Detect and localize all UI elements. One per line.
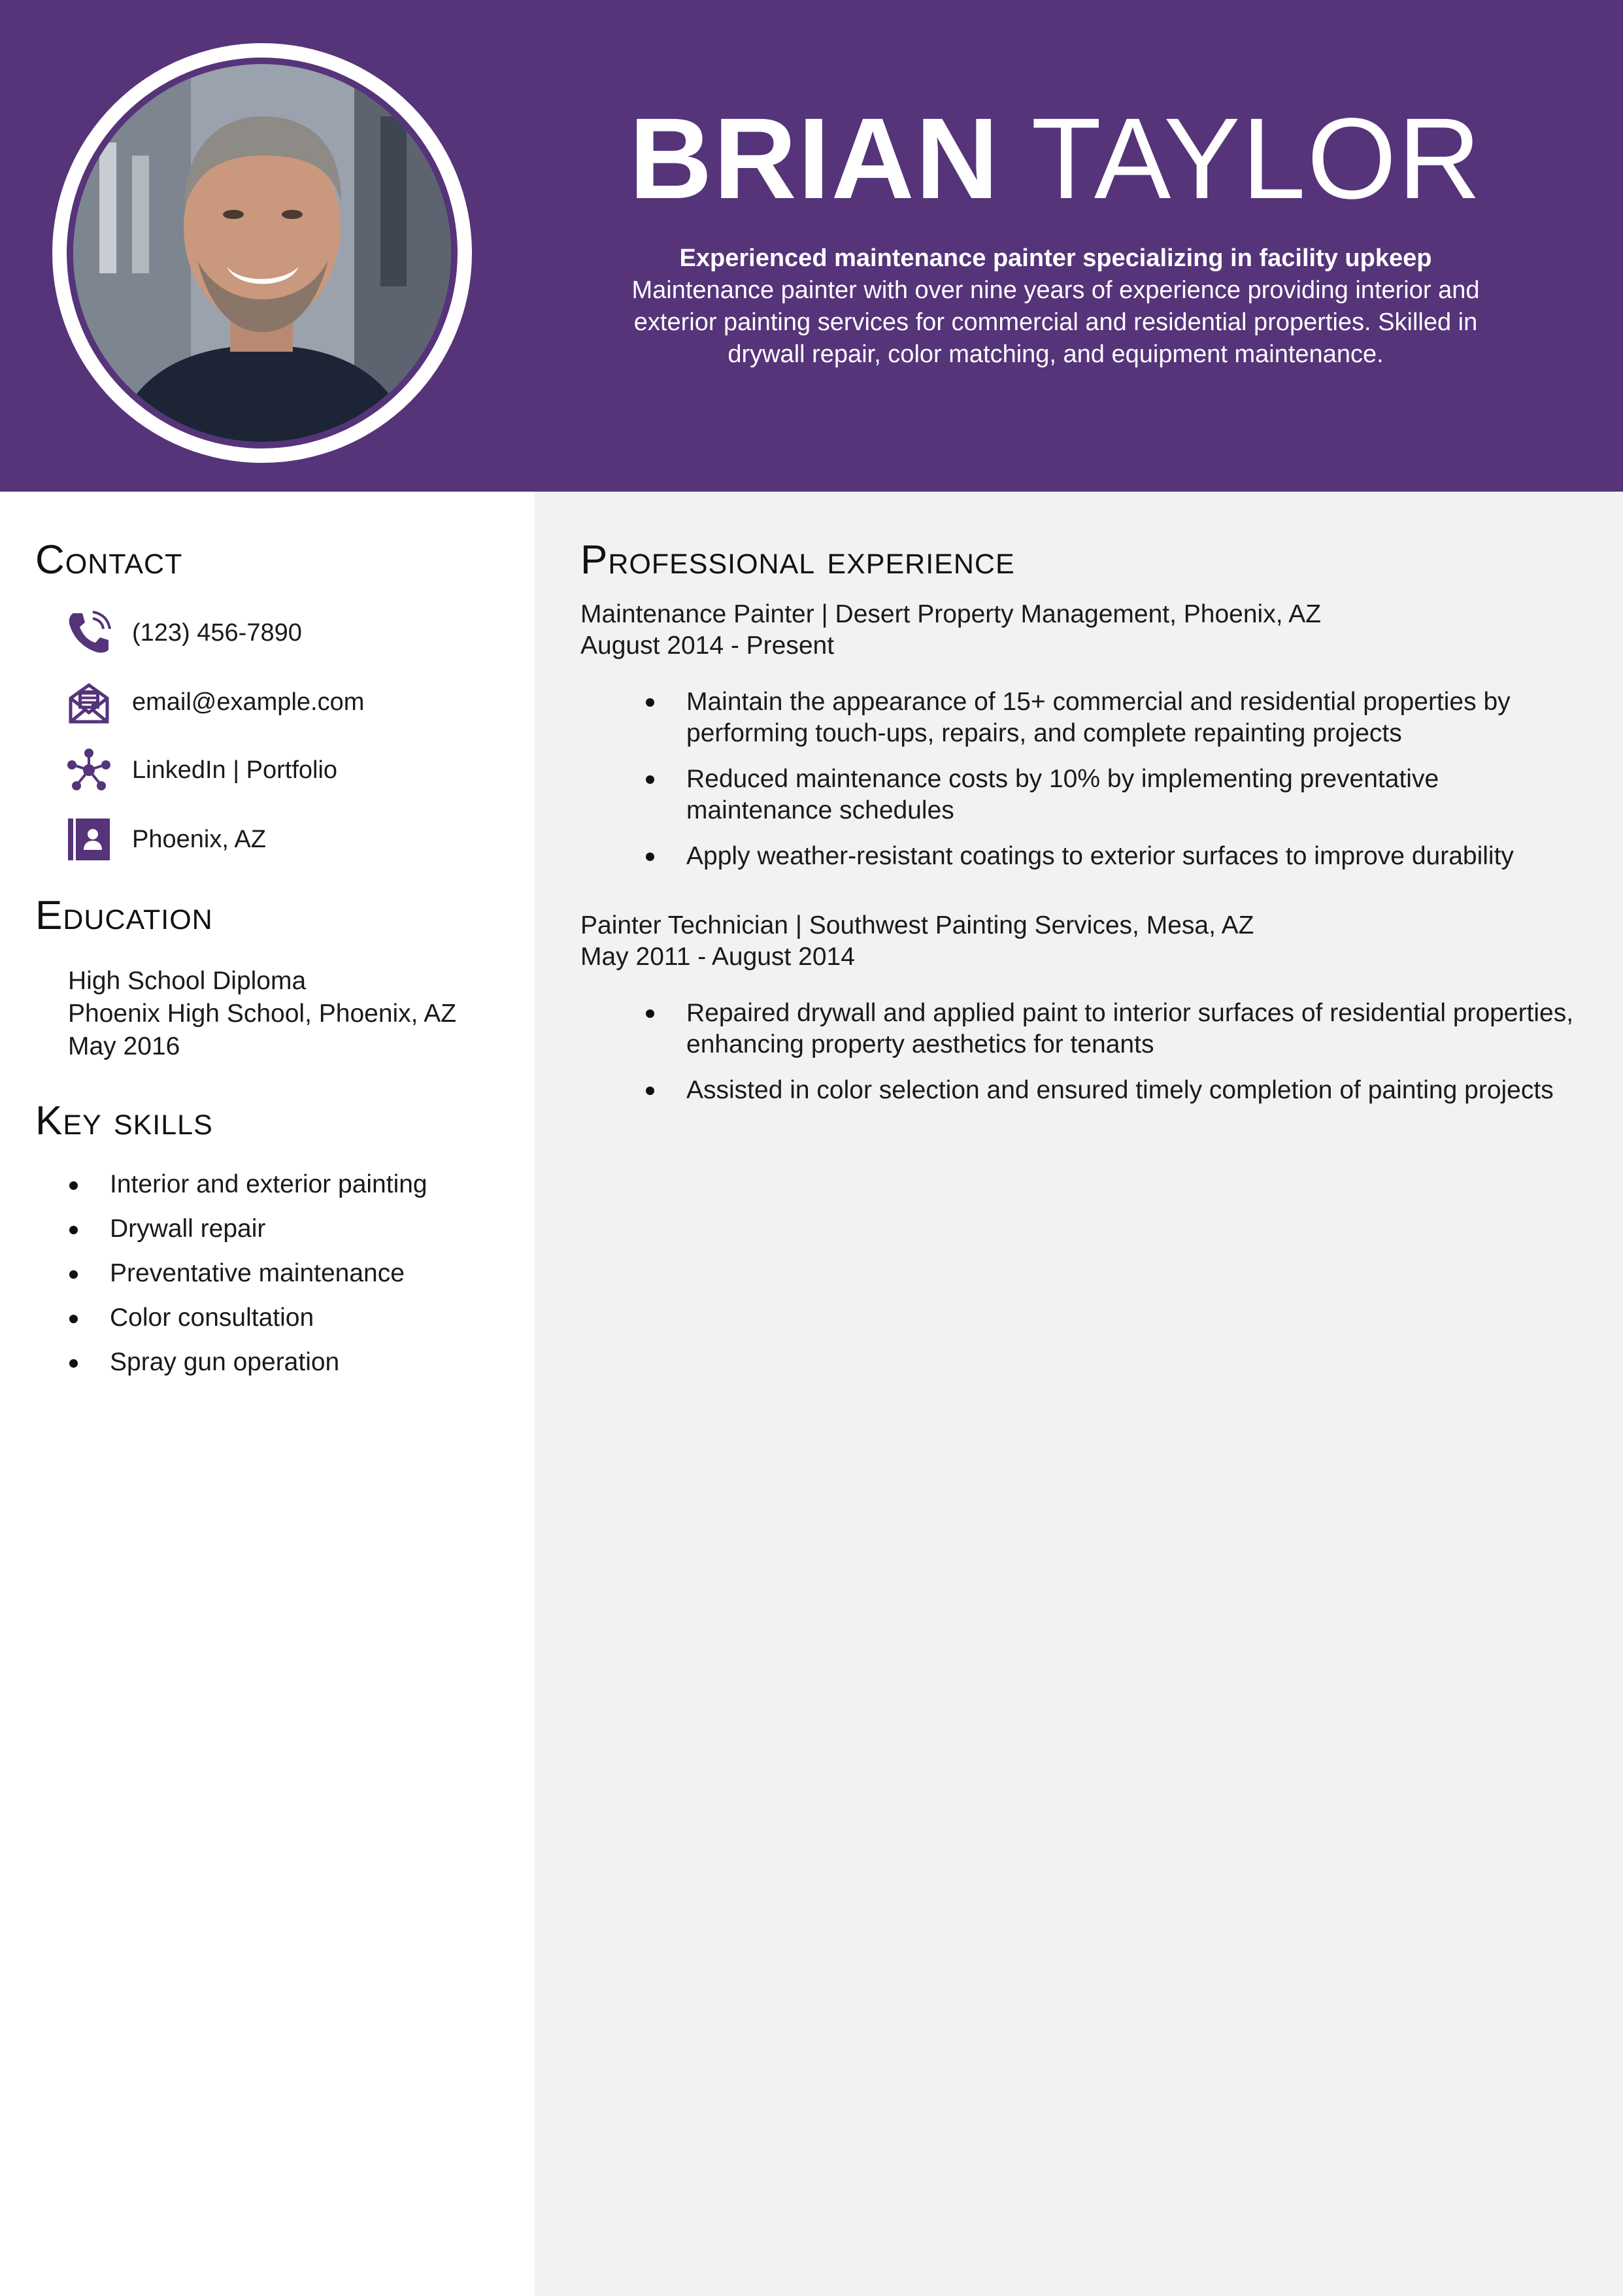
headline: Experienced maintenance painter specializing in facility upkeep [679, 245, 1432, 272]
summary: Maintenance painter with over nine years of experience providing interior and exterior painting services for commercial and residential properties. Skilled in drywall repair, color matching, and equipment maintenance. [631, 277, 1480, 368]
email-text: email@example.com [132, 688, 365, 716]
network-icon [65, 747, 112, 794]
first-name: BRIAN [629, 95, 1000, 223]
contact-email [65, 676, 510, 728]
profile-photo-frame [52, 43, 472, 463]
education-entry [68, 965, 456, 1063]
job-role: Maintenance Painter | Desert Property Management, Phoenix, AZ [580, 600, 1322, 628]
job-dates: August 2014 - Present [580, 632, 835, 660]
job-bullets [580, 686, 1574, 872]
contact-heading: Contact [35, 537, 183, 582]
education-school: Phoenix High School, Phoenix, AZ [68, 1000, 457, 1028]
job-bullet: Maintain the appearance of 15+ commercial and residential properties by performing touch-ups, repairs, and complete repainting projects [580, 686, 1574, 749]
last-name: TAYLOR [1031, 95, 1482, 223]
profile-photo-ring [67, 58, 458, 448]
skill-item: Drywall repair [65, 1215, 427, 1243]
education-degree: High School Diploma [68, 967, 307, 995]
job-bullet: Reduced maintenance costs by 10% by implementing preventative maintenance schedules [580, 764, 1574, 826]
job-role: Painter Technician | Southwest Painting Services, Mesa, AZ [580, 911, 1254, 939]
candidate-name [614, 97, 1497, 221]
job-entry [580, 910, 1574, 1121]
job-bullet: Repaired drywall and applied paint to interior surfaces of residential properties, enhancing property aesthetics for tenants [580, 998, 1574, 1060]
phone-text: (123) 456-7890 [132, 619, 302, 647]
skill-item: Spray gun operation [65, 1348, 427, 1377]
job-bullets [580, 998, 1574, 1106]
job-bullet: Assisted in color selection and ensured timely completion of painting projects [580, 1075, 1574, 1106]
contact-card-icon [65, 816, 112, 863]
education-date: May 2016 [68, 1032, 180, 1060]
location-text: Phoenix, AZ [132, 826, 266, 853]
job-bullet: Apply weather-resistant coatings to exterior surfaces to improve durability [580, 841, 1574, 872]
contact-links [65, 744, 510, 796]
job-entry [580, 599, 1574, 886]
skills-list [65, 1170, 427, 1393]
experience-heading: Professional experience [580, 537, 1015, 582]
email-icon [65, 679, 112, 726]
job-dates: May 2011 - August 2014 [580, 943, 855, 971]
skills-heading: Key skills [35, 1098, 213, 1143]
skill-item: Preventative maintenance [65, 1259, 427, 1288]
contact-phone [65, 607, 510, 659]
links-text[interactable]: LinkedIn | Portfolio [132, 756, 338, 784]
skill-item: Color consultation [65, 1304, 427, 1332]
profile-photo [73, 64, 451, 442]
profile-photo-illustration [73, 64, 451, 442]
skill-item: Interior and exterior painting [65, 1170, 427, 1199]
phone-icon [65, 609, 112, 656]
education-heading: Education [35, 893, 213, 938]
contact-location [65, 813, 510, 866]
